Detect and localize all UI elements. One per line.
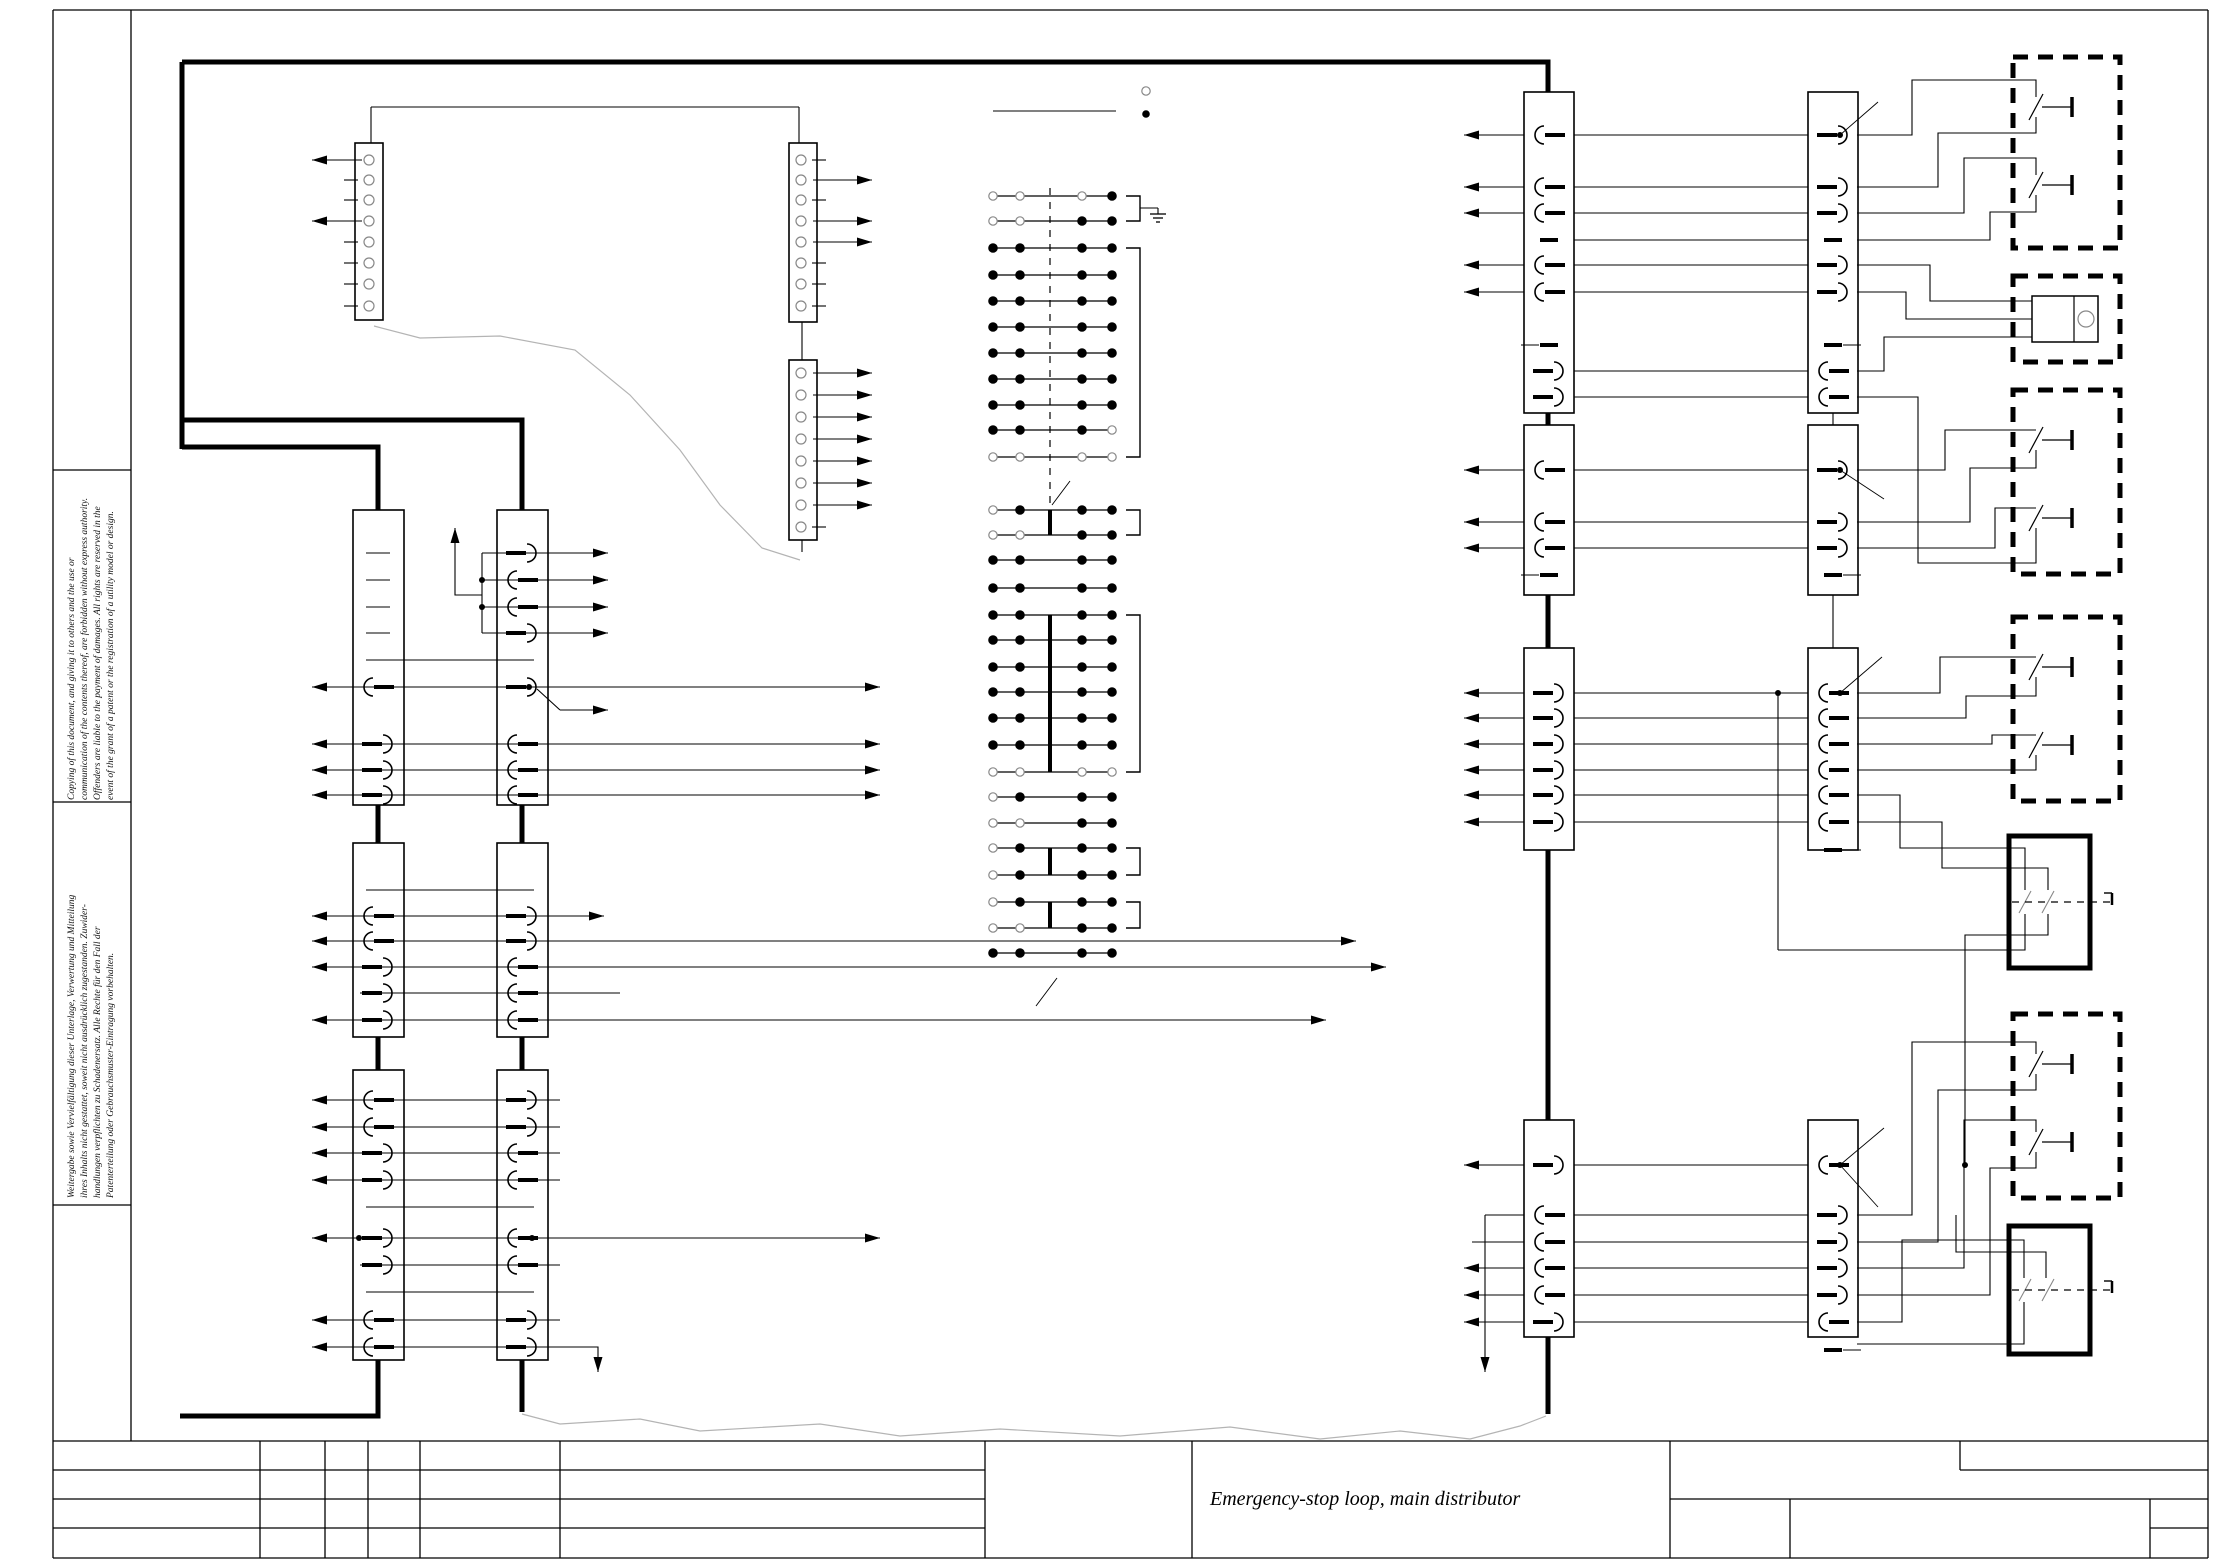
dist-left-b1 (497, 510, 548, 805)
emergency-loop-bus (180, 62, 1548, 1416)
symbol-legend (993, 87, 1150, 118)
dist-right-a2 (1521, 425, 1574, 595)
wires (312, 80, 2048, 1372)
drawing-title: Emergency-stop loop, main distributor (1210, 1488, 1521, 1510)
dist-right-b2 (1808, 425, 1861, 595)
note-line: Weitergabe sowie Vervielfältigung dieser Unterlage, Verwertung und Mitteilung (67, 894, 77, 1198)
emergency-stop-units (2009, 57, 2120, 1354)
dist-right-a3 (1524, 648, 1574, 850)
dist-left-a1 (353, 510, 404, 805)
connector-x1 (344, 143, 383, 320)
connector-x3 (789, 360, 826, 540)
dist-left-b3 (497, 1070, 548, 1360)
note-line: handlungen verpflichten zu Schadenersatz. Alle Rechte für den Fall der (93, 926, 103, 1198)
estop-unit-3 (2013, 617, 2120, 801)
estop-unit-1 (2013, 57, 2120, 248)
connector-x2 (789, 143, 826, 322)
note-line: ihres Inhalts nicht gestattet, soweit nicht ausdrücklich zugestanden. Zuwider- (80, 904, 90, 1198)
dist-right-a1 (1521, 92, 1574, 413)
distributor-blocks (344, 92, 1861, 1360)
dist-right-b3 (1808, 648, 1861, 850)
freehand-revision-lines (374, 326, 1546, 1439)
note-line: Offenders are liable to the payment of damages. All rights are reserved in the (93, 506, 103, 800)
dist-left-a3 (353, 1070, 404, 1360)
dist-right-b1 (1808, 92, 1861, 413)
contact-matrix (989, 188, 1166, 957)
note-line: event of the grant of a patent or the registration of a utility model or design. (106, 511, 116, 800)
note-line: Patenterteilung oder Gebrauchsmuster-Eintragung vorbehalten. (106, 952, 116, 1198)
dist-right-a4 (1524, 1120, 1574, 1337)
flow-arrows (312, 131, 1490, 1373)
estop-unit-2 (2013, 390, 2120, 574)
dist-left-b2 (497, 843, 548, 1037)
dist-left-a2 (353, 843, 404, 1037)
note-line: communication of the contents thereof, are forbidden without express authority. (80, 497, 90, 800)
note-line: Copying of this document, and giving it to others and the use or (67, 557, 77, 800)
page-frame-and-title-block (53, 10, 2208, 1558)
